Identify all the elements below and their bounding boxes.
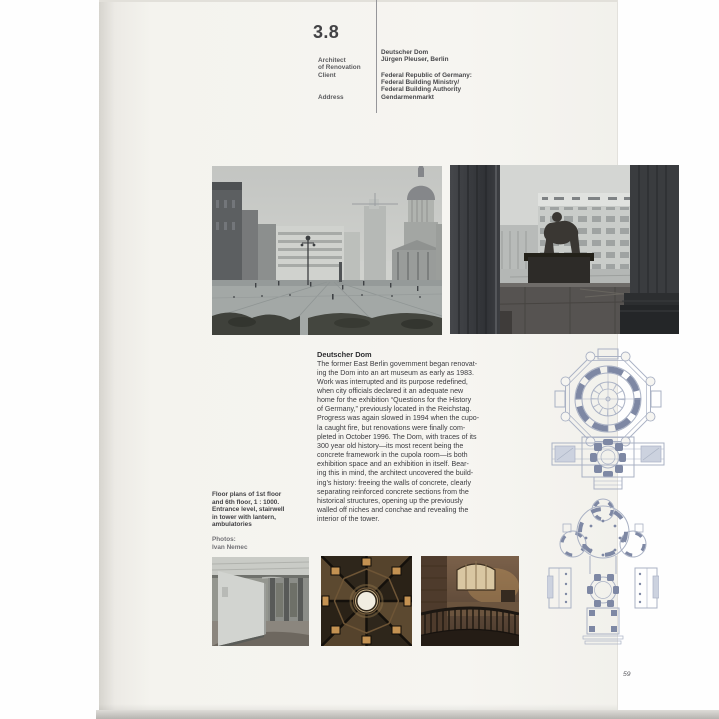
floor-plan-6th-floor [549, 347, 667, 493]
book-page [99, 0, 631, 712]
header-project-block: Deutscher Dom Jürgen Pleuser, Berlin [381, 49, 449, 64]
section-number: 3.8 [313, 22, 340, 42]
header-labels: Architect of Renovation Client [318, 57, 361, 79]
figure-caption: Floor plans of 1st floor and 6th floor, 1 : 1000. Entrance level, stairwell in tower with lantern, ambulatories [212, 491, 285, 528]
stairwell-photo [421, 556, 519, 646]
cupola-photo [321, 556, 412, 646]
interior-hall-photo [212, 557, 309, 646]
page-number: 59 [623, 671, 631, 678]
plaza-photo [212, 166, 442, 335]
header-divider-rule [376, 0, 377, 113]
floor-plan-1st-floor [547, 498, 659, 647]
columns-photo [450, 165, 679, 334]
article-title: Deutscher Dom [317, 350, 372, 359]
header-client-address-block: Federal Republic of Germany: Federal Building Ministry/ Federal Building Authority Gendarmenmarkt [381, 71, 472, 101]
photo-credits: Photos: Ivan Nemec [212, 536, 248, 551]
header-address-label: Address [318, 94, 344, 101]
article-body: The former East Berlin government began renovat- ing the Dom into an art museum as early as 1983. Work was interrupted and its purpose redefined, when city officials declared it an adequate new home for the exhibition “Questions for the History of Germany,” previously located in the Reichstag. Progress was again slowed in 1994 when the cupo- la caught fire, but renovations were finally com- pleted in October 1996. The Dom, with traces of its 300 year old history—its most recent being the concrete framework in the cupola room—is both exhibition space and an exhibition in itself. Bear- ing this in mind, the architect uncovered the build- ing’s history: freeing the walls of concrete, clearly separating reinforced concrete sections from the historical structures, opening up the previously walled off niches and conchae and revealing the interior of the tower. [317, 359, 480, 524]
scan-surface-edge [96, 710, 719, 719]
